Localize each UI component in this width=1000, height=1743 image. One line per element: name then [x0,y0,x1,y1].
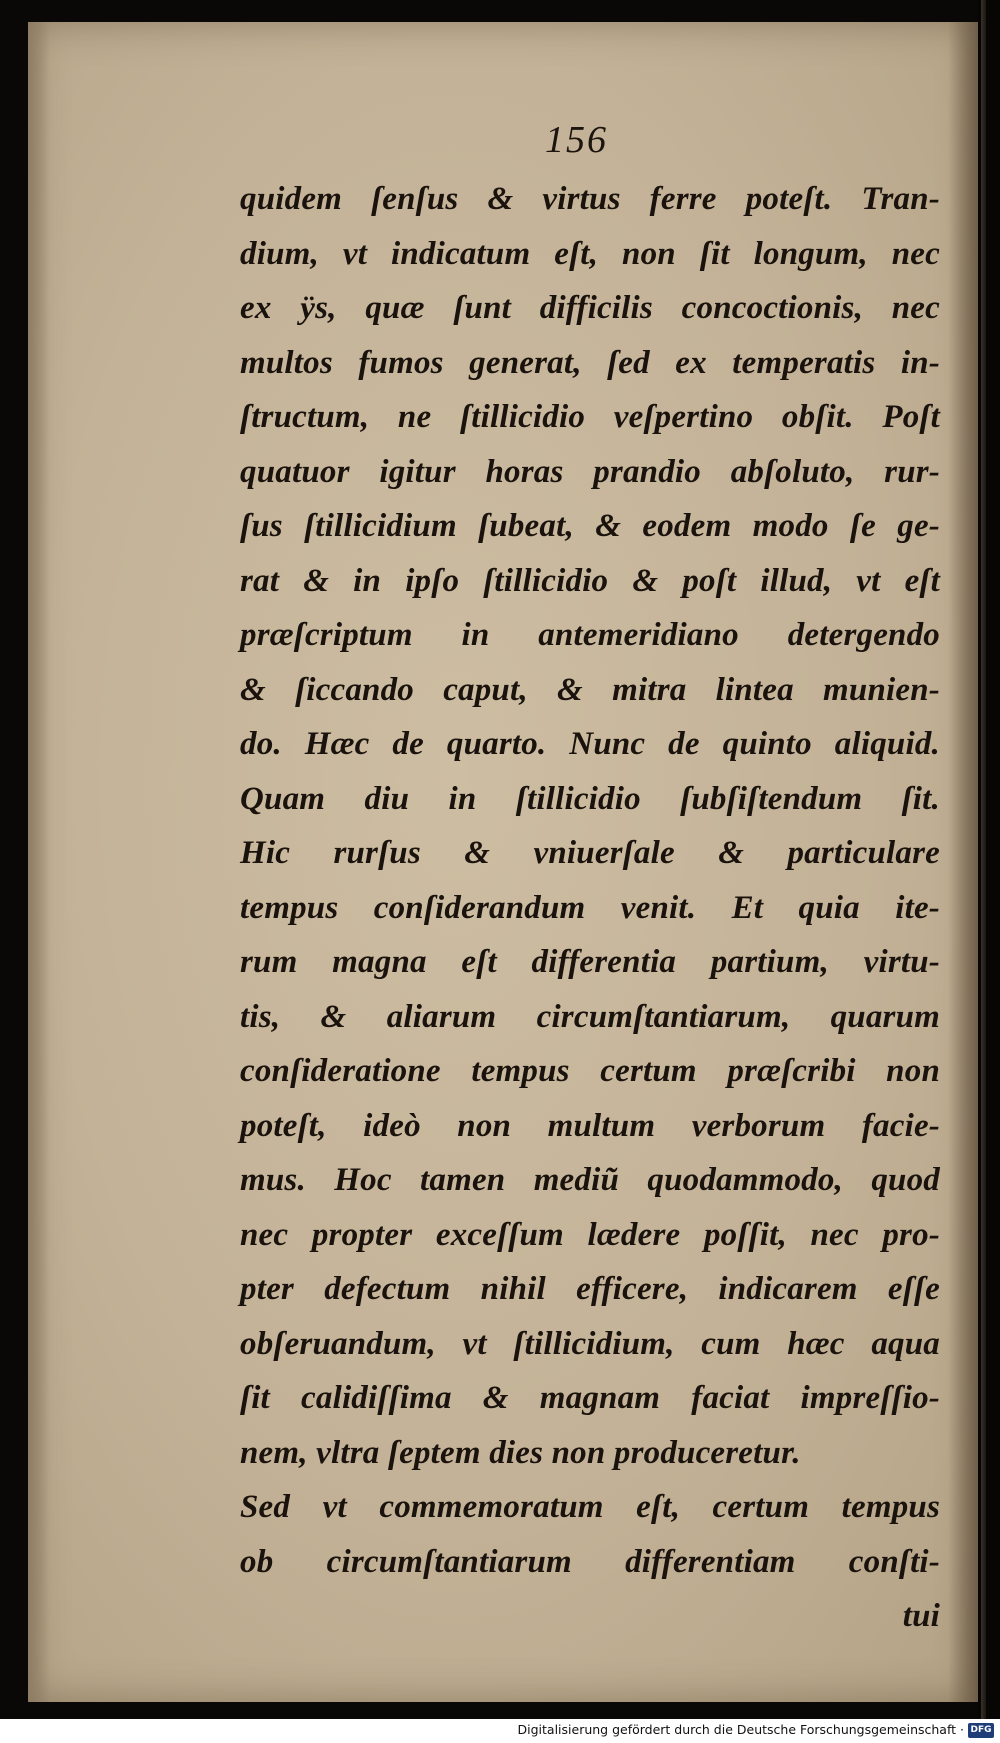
page-edge-shadow-left [28,22,50,1702]
text-line: quidem ſenſus & virtus ferre poteſt. Tran- [240,181,940,217]
binding-sliver [981,0,986,1743]
funding-credit: Digitalisierung gefördert durch die Deutsche Forschungsgemeinschaft · [517,1722,964,1737]
text-line: rum magna eſt differentia partium, virtu- [240,944,940,980]
text-line: dium, vt indicatum eſt, non ſit longum, nec [240,235,940,272]
text-line: ſit calidiſſima & magnam faciat impreſſio- [240,1380,940,1416]
binding-edge [978,0,1000,1743]
text-line: nec propter exceſſum lædere poſſit, nec pro- [240,1216,940,1253]
text-line: quatuor igitur horas prandio abſoluto, rur- [240,453,940,490]
text-line: obſeruandum, vt ſtillicidium, cum hæc aqua [240,1325,940,1362]
text-line: Hic rurſus & vniuerſale & particulare [240,835,940,871]
page-edge-shadow-right [948,22,978,1702]
text-line: præſcriptum in antemeridiano detergendo [240,617,940,653]
dfg-logo: DFG [968,1723,994,1738]
text-line: ſtructum, ne ſtillicidio veſpertino obſit. Poſt [240,399,940,435]
text-line: & ſiccando caput, & mitra lintea munien- [240,671,940,708]
text-line: multos fumos generat, ſed ex temperatis in- [240,344,940,381]
text-line: ex ÿs, quæ ſunt difficilis concoctionis, nec [240,290,940,326]
text-line: mus. Hoc tamen mediũ quodammodo, quod [240,1162,940,1198]
text-line: do. Hæc de quarto. Nunc de quinto aliquid. [240,726,940,762]
catchword: tui [902,1598,940,1634]
footer-bar [0,1719,1000,1743]
text-line: ob circumſtantiarum differentiam conſti- [240,1543,940,1580]
text-line: ſus ſtillicidium ſubeat, & eodem modo ſe ge- [240,508,940,544]
text-line: pter defectum nihil efficere, indicarem eſſe [240,1271,940,1307]
text-line: rat & in ipſo ſtillicidio & poſt illud, vt eſt [240,562,940,599]
body-text [240,172,940,1644]
text-line: poteſt, ideò non multum verborum facie- [240,1107,940,1144]
text-line: Sed vt commemoratum eſt, certum tempus [240,1489,940,1525]
text-line: conſideratione tempus certum præſcribi non [240,1053,940,1089]
text-line: tempus conſiderandum venit. Et quia ite- [240,889,940,926]
text-line: Quam diu in ſtillicidio ſubſiſtendum ſit. [240,780,940,817]
page-number: 156 [545,119,608,161]
text-line: tis, & aliarum circumſtantiarum, quarum [240,998,940,1035]
text-line: nem, vltra ſeptem dies non produceretur. [240,1434,801,1471]
